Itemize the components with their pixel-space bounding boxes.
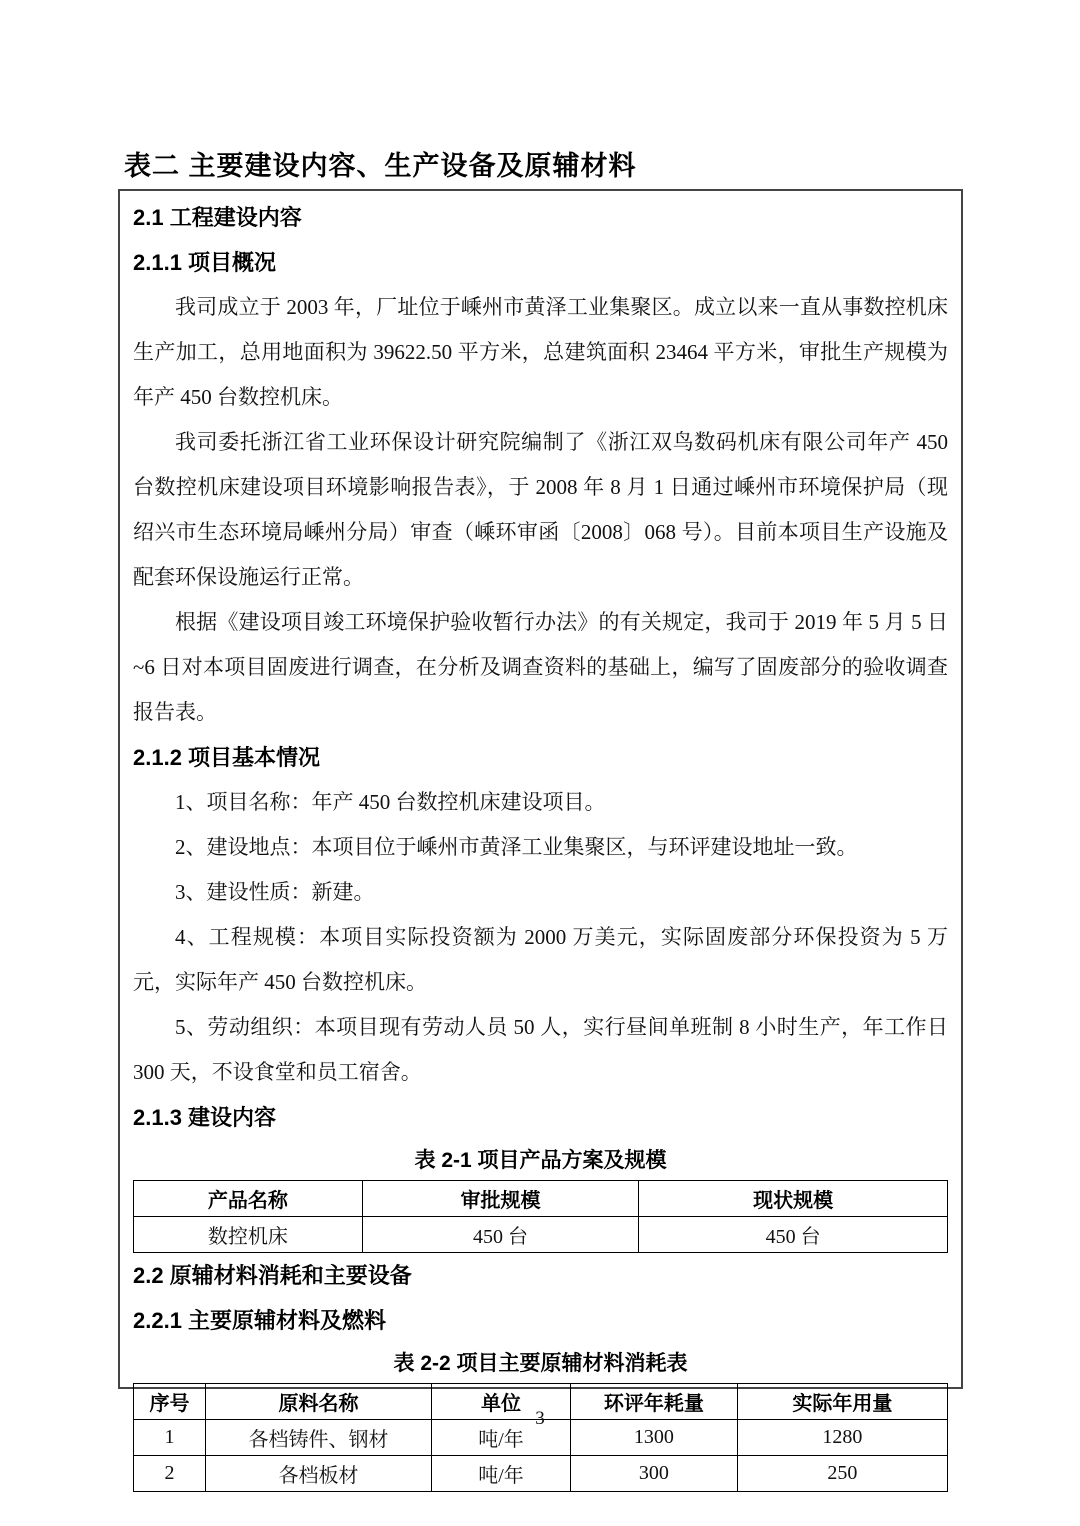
table-cell: 1300 (571, 1420, 738, 1456)
table-cell: 各档板材 (205, 1456, 431, 1492)
column-header: 实际年用量 (737, 1384, 947, 1420)
content-border-box (118, 189, 963, 1487)
list-item: 2、建设地点：本项目位于嵊州市黄泽工业集聚区，与环评建设地址一致。 (175, 835, 858, 859)
list-item: 1、项目名称：年产 450 台数控机床建设项目。 (175, 790, 606, 814)
table-raw-materials (133, 1383, 948, 1492)
table-product-plan (133, 1180, 948, 1253)
table-body (134, 1420, 948, 1492)
document-page (118, 148, 963, 1487)
table-cell: 1280 (737, 1420, 947, 1456)
table-cell: 450 台 (639, 1217, 948, 1253)
section-heading-2-2-1: 2.2.1 主要原辅材料及燃料 (133, 1308, 387, 1333)
section-heading-2-2: 2.2 原辅材料消耗和主要设备 (133, 1263, 412, 1288)
section-heading-2-1-3: 2.1.3 建设内容 (133, 1105, 277, 1130)
table-cell: 吨/年 (431, 1420, 570, 1456)
column-header: 单位 (431, 1384, 570, 1420)
list-item: 5、劳动组织：本项目现有劳动人员 50 人，实行昼间单班制 8 小时生产，年工作日 300 天，不设食堂和员工宿舍。 (133, 1015, 948, 1084)
project-basic-info-list (133, 780, 948, 1095)
list-item: 3、建设性质：新建。 (175, 880, 375, 904)
table-head (134, 1181, 948, 1217)
column-header: 原料名称 (205, 1384, 431, 1420)
paragraph-project-overview-1: 我司成立于 2003 年，厂址位于嵊州市黄泽工业集聚区。成立以来一直从事数控机床生产加工，总用地面积为 39622.50 平方米，总建筑面积 23464 平方米，审批生产规模为年产 450 台数控机床。 (133, 295, 948, 409)
table-cell: 300 (571, 1456, 738, 1492)
table-cell: 250 (737, 1456, 947, 1492)
table-cell: 2 (134, 1456, 206, 1492)
table-cell: 数控机床 (134, 1217, 363, 1253)
section-heading-2-1-2: 2.1.2 项目基本情况 (133, 745, 321, 770)
header-row (134, 1181, 948, 1217)
section-heading-2-1-1: 2.1.1 项目概况 (133, 250, 277, 275)
table-2-1-caption: 表 2-1 项目产品方案及规模 (414, 1149, 667, 1172)
column-header: 产品名称 (134, 1181, 363, 1217)
table-row (134, 1217, 948, 1253)
paragraph-project-overview-3: 根据《建设项目竣工环境保护验收暂行办法》的有关规定，我司于 2019 年 5 月 5 日~6 日对本项目固废进行调查，在分析及调查资料的基础上，编写了固废部分的验收调查报告表。 (133, 610, 948, 724)
section-heading-2-1: 2.1 工程建设内容 (133, 205, 302, 230)
column-header: 序号 (134, 1384, 206, 1420)
page-title: 表二 主要建设内容、生产设备及原辅材料 (124, 151, 637, 181)
table-cell: 各档铸件、钢材 (205, 1420, 431, 1456)
table-cell: 1 (134, 1420, 206, 1456)
table-cell: 吨/年 (431, 1456, 570, 1492)
table-row (134, 1456, 948, 1492)
column-header: 环评年耗量 (571, 1384, 738, 1420)
column-header: 审批规模 (362, 1181, 639, 1217)
paragraph-project-overview-2: 我司委托浙江省工业环保设计研究院编制了《浙江双鸟数码机床有限公司年产 450 台数控机床建设项目环境影响报告表》，于 2008 年 8 月 1 日通过嵊州市环境保护局（现绍兴市生态环境局嵊州分局）审查（嵊环审函〔2008〕068 号）。目前本项目生产设施及配套环保设施运行正常。 (133, 430, 948, 589)
table-2-2-caption: 表 2-2 项目主要原辅材料消耗表 (393, 1352, 688, 1375)
column-header: 现状规模 (639, 1181, 948, 1217)
list-item: 4、工程规模：本项目实际投资额为 2000 万美元，实际固废部分环保投资为 5 万元，实际年产 450 台数控机床。 (133, 925, 948, 994)
table-cell: 450 台 (362, 1217, 639, 1253)
table-body (134, 1217, 948, 1253)
page-number: 3 (535, 1408, 545, 1429)
